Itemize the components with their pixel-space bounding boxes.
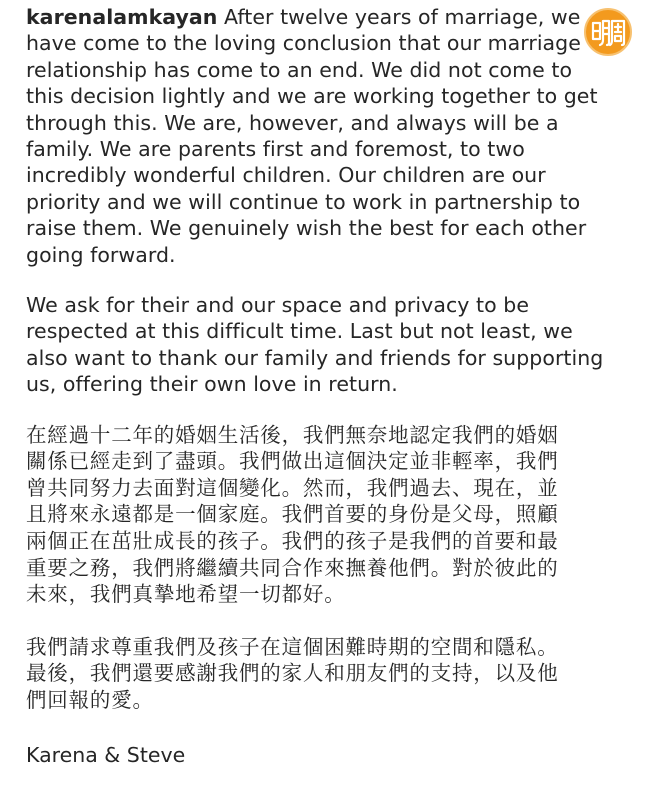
caption-line: 重要之務，我們將繼續共同合作來撫養他們。對於彼此的	[26, 555, 559, 580]
caption-line	[26, 4, 626, 30]
caption-line: 未來，我們真摯地希望一切都好。	[26, 582, 346, 607]
caption-line: We ask for their and our space and privacy to be	[26, 293, 529, 318]
caption-line: also want to thank our family and friends for supporting	[26, 345, 604, 370]
caption-line: family. We are parents first and foremost, to two	[26, 137, 525, 162]
watermark-logo-icon	[584, 8, 632, 56]
caption-line: going forward.	[26, 242, 176, 267]
chinese-paragraph-1	[26, 422, 626, 608]
caption-line: incredibly wonderful children. Our children are our	[26, 163, 546, 188]
caption-line: through this. We are, however, and always will be a	[26, 110, 559, 135]
caption-line: 曾共同努力去面對這個變化。然而，我們過去、現在，並	[26, 475, 559, 500]
caption-line: 關係已經走到了盡頭。我們做出這個決定並非輕率，我們	[26, 449, 559, 474]
caption-line: have come to the loving conclusion that our marriage	[26, 31, 581, 56]
caption-line: 在經過十二年的婚姻生活後，我們無奈地認定我們的婚姻	[26, 422, 559, 447]
caption-line: 且將來永遠都是一個家庭。我們首要的身份是父母，照顧	[26, 502, 559, 527]
caption-line: relationship has come to an end. We did not come to	[26, 57, 573, 82]
caption-line: 兩個正在茁壯成長的孩子。我們的孩子是我們的首要和最	[26, 529, 559, 554]
caption-line: us, offering their own love in return.	[26, 372, 398, 397]
caption-line: 我們請求尊重我們及孩子在這個困難時期的空間和隱私。	[26, 634, 559, 659]
caption-line: priority and we will continue to work in partnership to	[26, 189, 581, 214]
chinese-paragraph-2	[26, 634, 626, 714]
caption-line: 們回報的愛。	[26, 688, 154, 713]
watermark-logo-graphic	[586, 10, 630, 54]
username-link[interactable]: karenalamkayan	[26, 5, 218, 29]
signature: Karena & Steve	[26, 742, 186, 767]
caption-line: 最後，我們還要感謝我們的家人和朋友們的支持，以及他	[26, 661, 559, 686]
english-paragraph-1	[26, 4, 626, 268]
caption-line: respected at this difficult time. Last but not least, we	[26, 319, 573, 344]
caption-line: raise them. We genuinely wish the best for each other	[26, 216, 587, 241]
english-paragraph-2	[26, 292, 626, 398]
post-caption	[26, 4, 626, 768]
caption-line: this decision lightly and we are working together to get	[26, 84, 598, 109]
caption-line-text: After twelve years of marriage, we	[224, 5, 581, 29]
